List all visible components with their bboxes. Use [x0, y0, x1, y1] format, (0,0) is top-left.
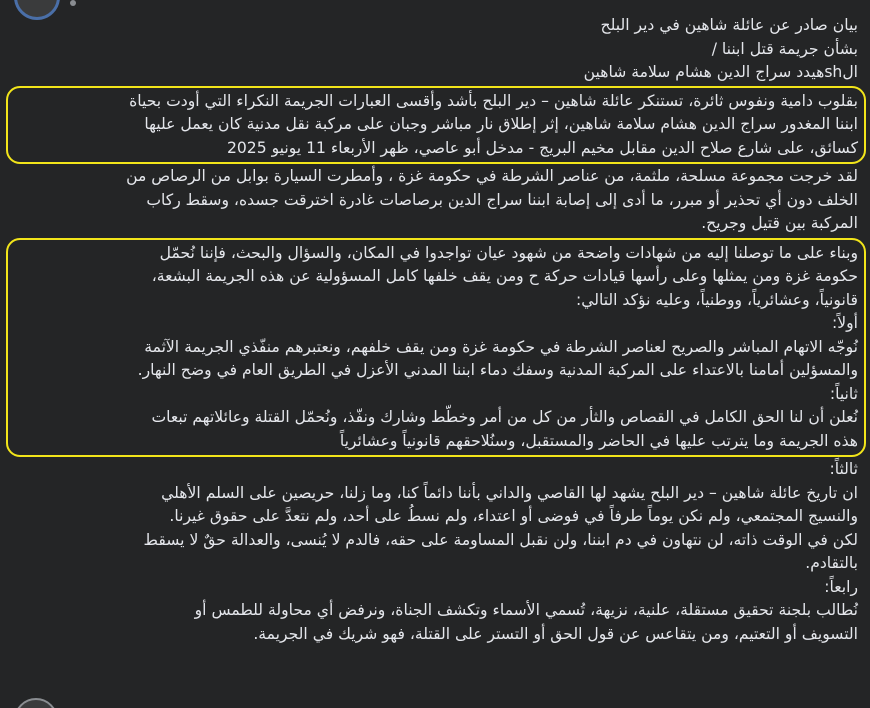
online-status-dot — [70, 0, 76, 6]
paragraph-line: لقد خرجت مجموعة مسلحة، ملثمة، من عناصر الشرطة في حكومة غزة ، وأمطرت السيارة بوابل من الرصاص من — [126, 167, 858, 185]
paragraph-line: وبناء على ما توصلنا إليه من شهادات واضحة من شهود عيان تواجدوا في المكان، والسؤال والبحث، فإننا نُحمّل — [159, 243, 858, 262]
heading-line: بشأن جريمة قتل ابننا / — [711, 39, 858, 58]
commenter-avatar[interactable] — [14, 698, 58, 708]
paragraph-line: والنسيج المجتمعي، ولم نكن يوماً طرفاً في فوضى أو اعتداء، ولم نسطُ على أحد، ولم نتعدَّ على حقوق غيرنا. — [169, 507, 858, 525]
paragraph-2 — [12, 165, 858, 236]
section-label: ثالثاً: — [829, 460, 858, 478]
section-label: أولاً: — [831, 314, 858, 332]
paragraph-line: بالتقادم. — [805, 554, 858, 572]
paragraph-line: بقلوب دامية ونفوس ثائرة، تستنكر عائلة شاهين – دير البلح بأشد وأقسى العبارات الجريمة النكراء التي أودت بحياة — [129, 91, 858, 110]
paragraph-line: لكن في الوقت ذاته، لن نتهاون في دم ابننا، ولن نقبل المساومة على حقه، فالدم لا يُنسى، والعدالة حقٌ لا يسقط — [143, 530, 858, 549]
statement-heading — [12, 14, 858, 85]
paragraph-line: نُوجّه الاتهام المباشر والصريح لعناصر الشرطة في حكومة غزة ومن يقف خلفهم، ونعتبرهم منفّذي الجريمة الآثمة — [144, 337, 858, 356]
paragraph-line: ابننا المغدور سراج الدين هشام سلامة شاهين، إثر إطلاق نار مباشر وجبان على مركبة نقل مدنية كان يعمل عليها — [144, 115, 858, 133]
paragraph-line: ان تاريخ عائلة شاهين – دير البلح يشهد لها القاصي والداني بأننا دائماً كنا، وما زلنا، حريصين على السلم الأهلي — [161, 483, 858, 502]
paragraph-line: حكومة غزة ومن يمثلها وعلى رأسها قيادات حركة ح ومن يقف خلفها كامل المسؤولية عن هذه الجريمة البشعة، — [151, 267, 858, 285]
section-label: رابعاً: — [824, 577, 858, 596]
heading-line: بيان صادر عن عائلة شاهين في دير البلح — [600, 16, 858, 34]
paragraph-line: الخلف دون أي تحذير أو مبرر، ما أدى إلى إصابة ابننا سراج الدين برصاصات غادرة اخترقت جسده، وسقط ركاب — [146, 190, 858, 209]
post-text — [12, 14, 858, 646]
paragraph-line: كسائق، على شارع صلاح الدين مقابل مخيم البريج - مدخل أبو عاصي، ظهر الأربعاء 11 يونيو 2025 — [226, 138, 858, 157]
paragraph-line: نُطالب بلجنة تحقيق مستقلة، علنية، نزيهة، تُسمي الأسماء وتكشف الجناة، ونرفض أي محاولة للطمس أو — [194, 601, 858, 619]
section-label: ثانياً: — [829, 384, 858, 403]
paragraph-line: هذه الجريمة وما يترتب عليها في الحاضر والمستقبل، وسنُلاحقهم قانونياً وعشائرياً — [339, 431, 858, 450]
paragraph-line: نُعلن أن لنا الحق الكامل في القصاص والثأر من كل من أمر وخطّط وشارك ونفّذ، ونُحمّل القتلة وعائلاتهم تبعات — [151, 408, 858, 426]
paragraph-line: التسويف أو التعتيم، ومن يتقاعس عن قول الحق أو التستر على القتلة، فهو شريك في الجريمة. — [253, 624, 858, 643]
highlighted-paragraph-1 — [6, 86, 866, 165]
paragraph-line: المركبة بين قتيل وجريح. — [701, 214, 858, 232]
paragraph-3 — [12, 458, 858, 646]
highlighted-paragraph-2 — [6, 238, 866, 458]
heading-line: الshهيدد سراج الدين هشام سلامة شاهين — [583, 63, 858, 81]
paragraph-line: قانونياً، وعشائرياً، ووطنياً، وعليه نؤكد التالي: — [575, 290, 858, 309]
paragraph-line: والمسؤلين أمامنا بالاعتداء على المركبة المدنية وسفك دماء ابننا المدني الأعزل في الطريق العام في وضح النهار. — [137, 361, 858, 379]
